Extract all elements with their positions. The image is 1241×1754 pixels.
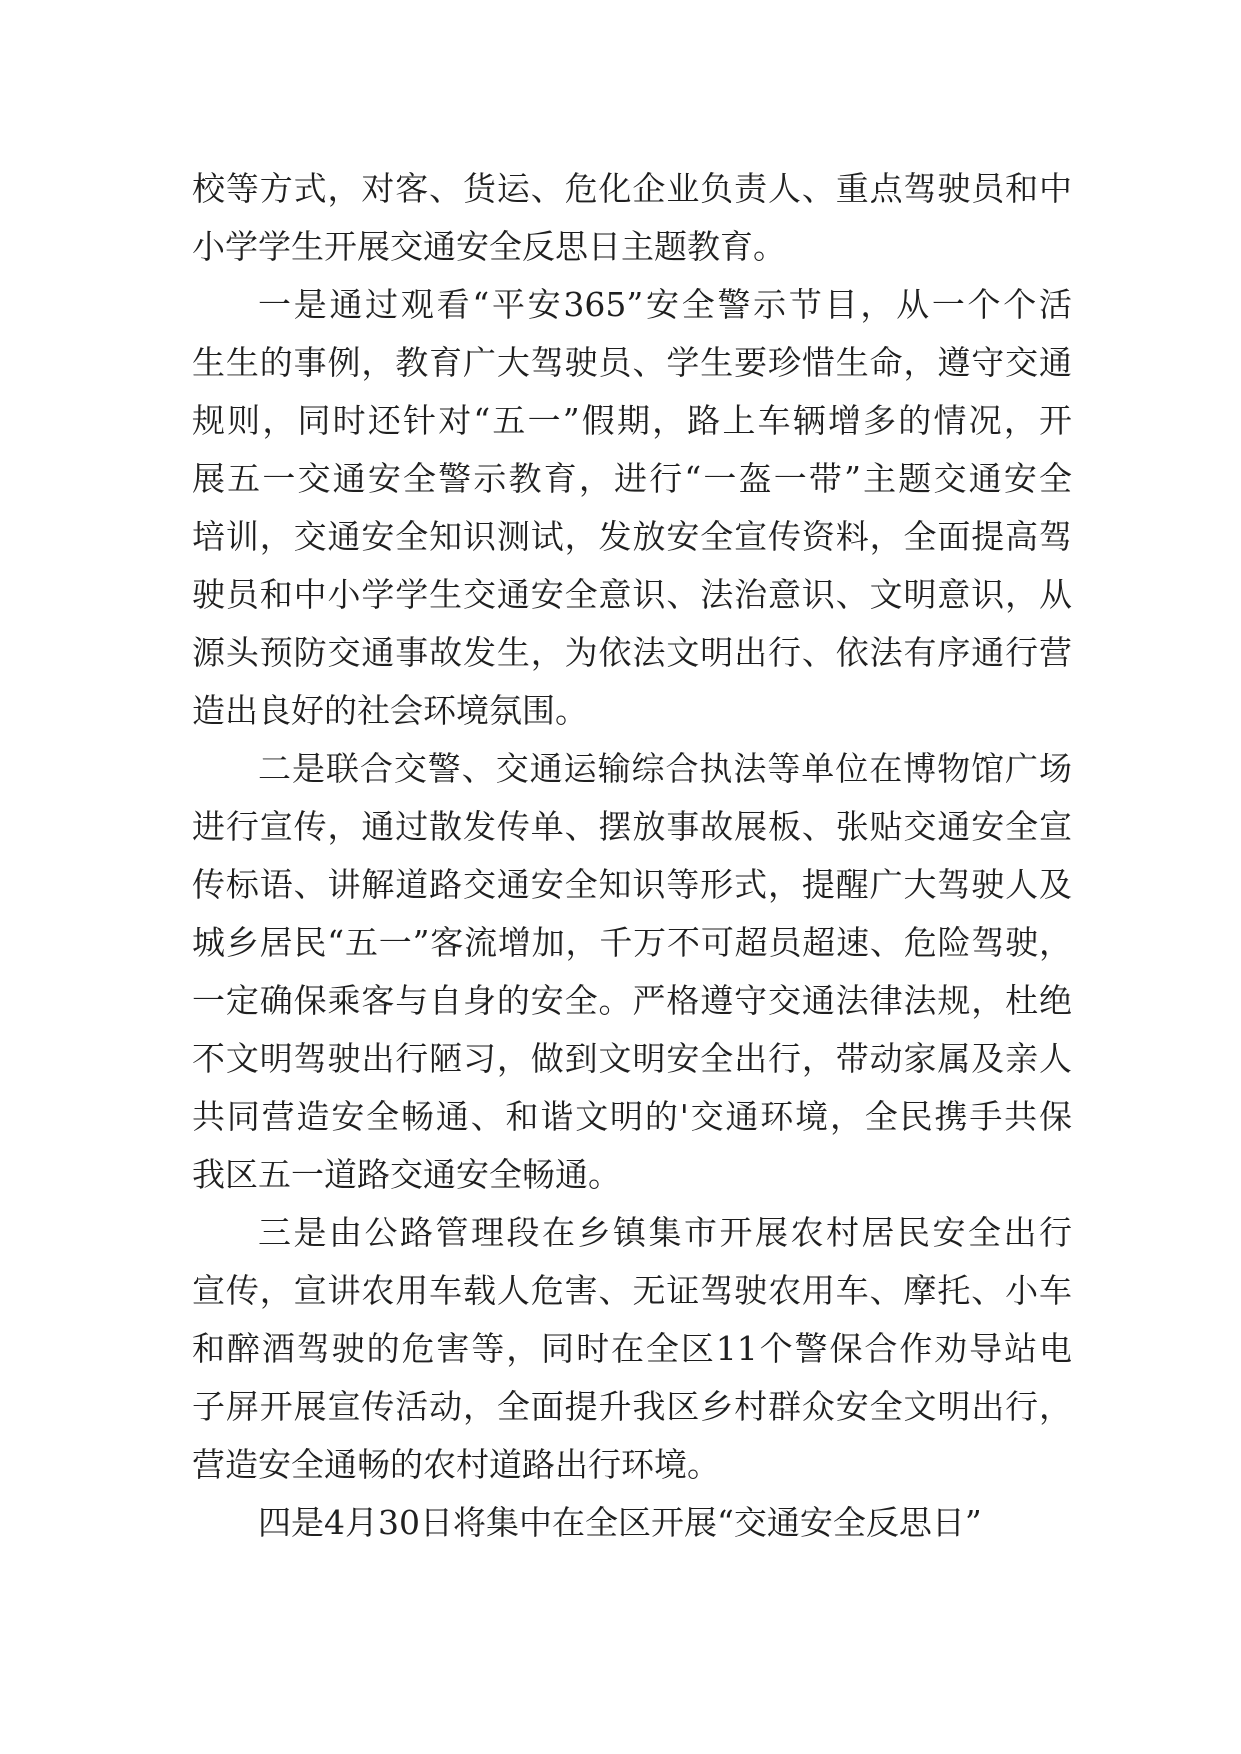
text-line: 我区五一道路交通安全畅通。: [192, 1155, 621, 1194]
text-line: 展五一交通安全警示教育，进行“一盔一带”主题交通安全: [192, 459, 1072, 498]
text-line: 驶员和中小学学生交通安全意识、法治意识、文明意识，从: [192, 575, 1072, 614]
text-line: 生生的事例，教育广大驾驶员、学生要珍惜生命，遵守交通: [192, 343, 1072, 382]
text-line: 子屏开展宣传活动，全面提升我区乡村群众安全文明出行，: [192, 1387, 1072, 1426]
paragraph-first-line: 四是4月30日将集中在全区开展“交通安全反思日”: [258, 1503, 982, 1542]
text-line: 营造安全通畅的农村道路出行环境。: [192, 1445, 720, 1484]
text-line: 小学学生开展交通安全反思日主题教育。: [192, 227, 786, 266]
paragraph-first-line: 二是联合交警、交通运输综合执法等单位在博物馆广场: [258, 749, 1072, 788]
text-line: 宣传，宣讲农用车载人危害、无证驾驶农用车、摩托、小车: [192, 1271, 1072, 1310]
text-line: 传标语、讲解道路交通安全知识等形式，提醒广大驾驶人及: [192, 865, 1072, 904]
text-line: 和醉酒驾驶的危害等，同时在全区11个警保合作劝导站电: [192, 1329, 1072, 1368]
text-line: 源头预防交通事故发生，为依法文明出行、依法有序通行营: [192, 633, 1072, 672]
text-line: 城乡居民“五一”客流增加，千万不可超员超速、危险驾驶，: [192, 923, 1072, 962]
text-line: 一定确保乘客与自身的安全。严格遵守交通法律法规，杜绝: [192, 981, 1072, 1020]
text-line: 培训，交通安全知识测试，发放安全宣传资料，全面提高驾: [192, 517, 1072, 556]
text-line: 不文明驾驶出行陋习，做到文明安全出行，带动家属及亲人: [192, 1039, 1072, 1078]
text-line: 进行宣传，通过散发传单、摆放事故展板、张贴交通安全宣: [192, 807, 1072, 846]
document-body: [192, 160, 1072, 1552]
paragraph-first-line: 一是通过观看“平安365”安全警示节目，从一个个活: [258, 285, 1072, 324]
text-line: 校等方式，对客、货运、危化企业负责人、重点驾驶员和中: [192, 169, 1072, 208]
text-line: 规则，同时还针对“五一”假期，路上车辆增多的情况，开: [192, 401, 1072, 440]
text-line: 造出良好的社会环境氛围。: [192, 691, 588, 730]
text-line: 共同营造安全畅通、和谐文明的'交通环境，全民携手共保: [192, 1097, 1072, 1136]
paragraph-first-line: 三是由公路管理段在乡镇集市开展农村居民安全出行: [258, 1213, 1072, 1252]
